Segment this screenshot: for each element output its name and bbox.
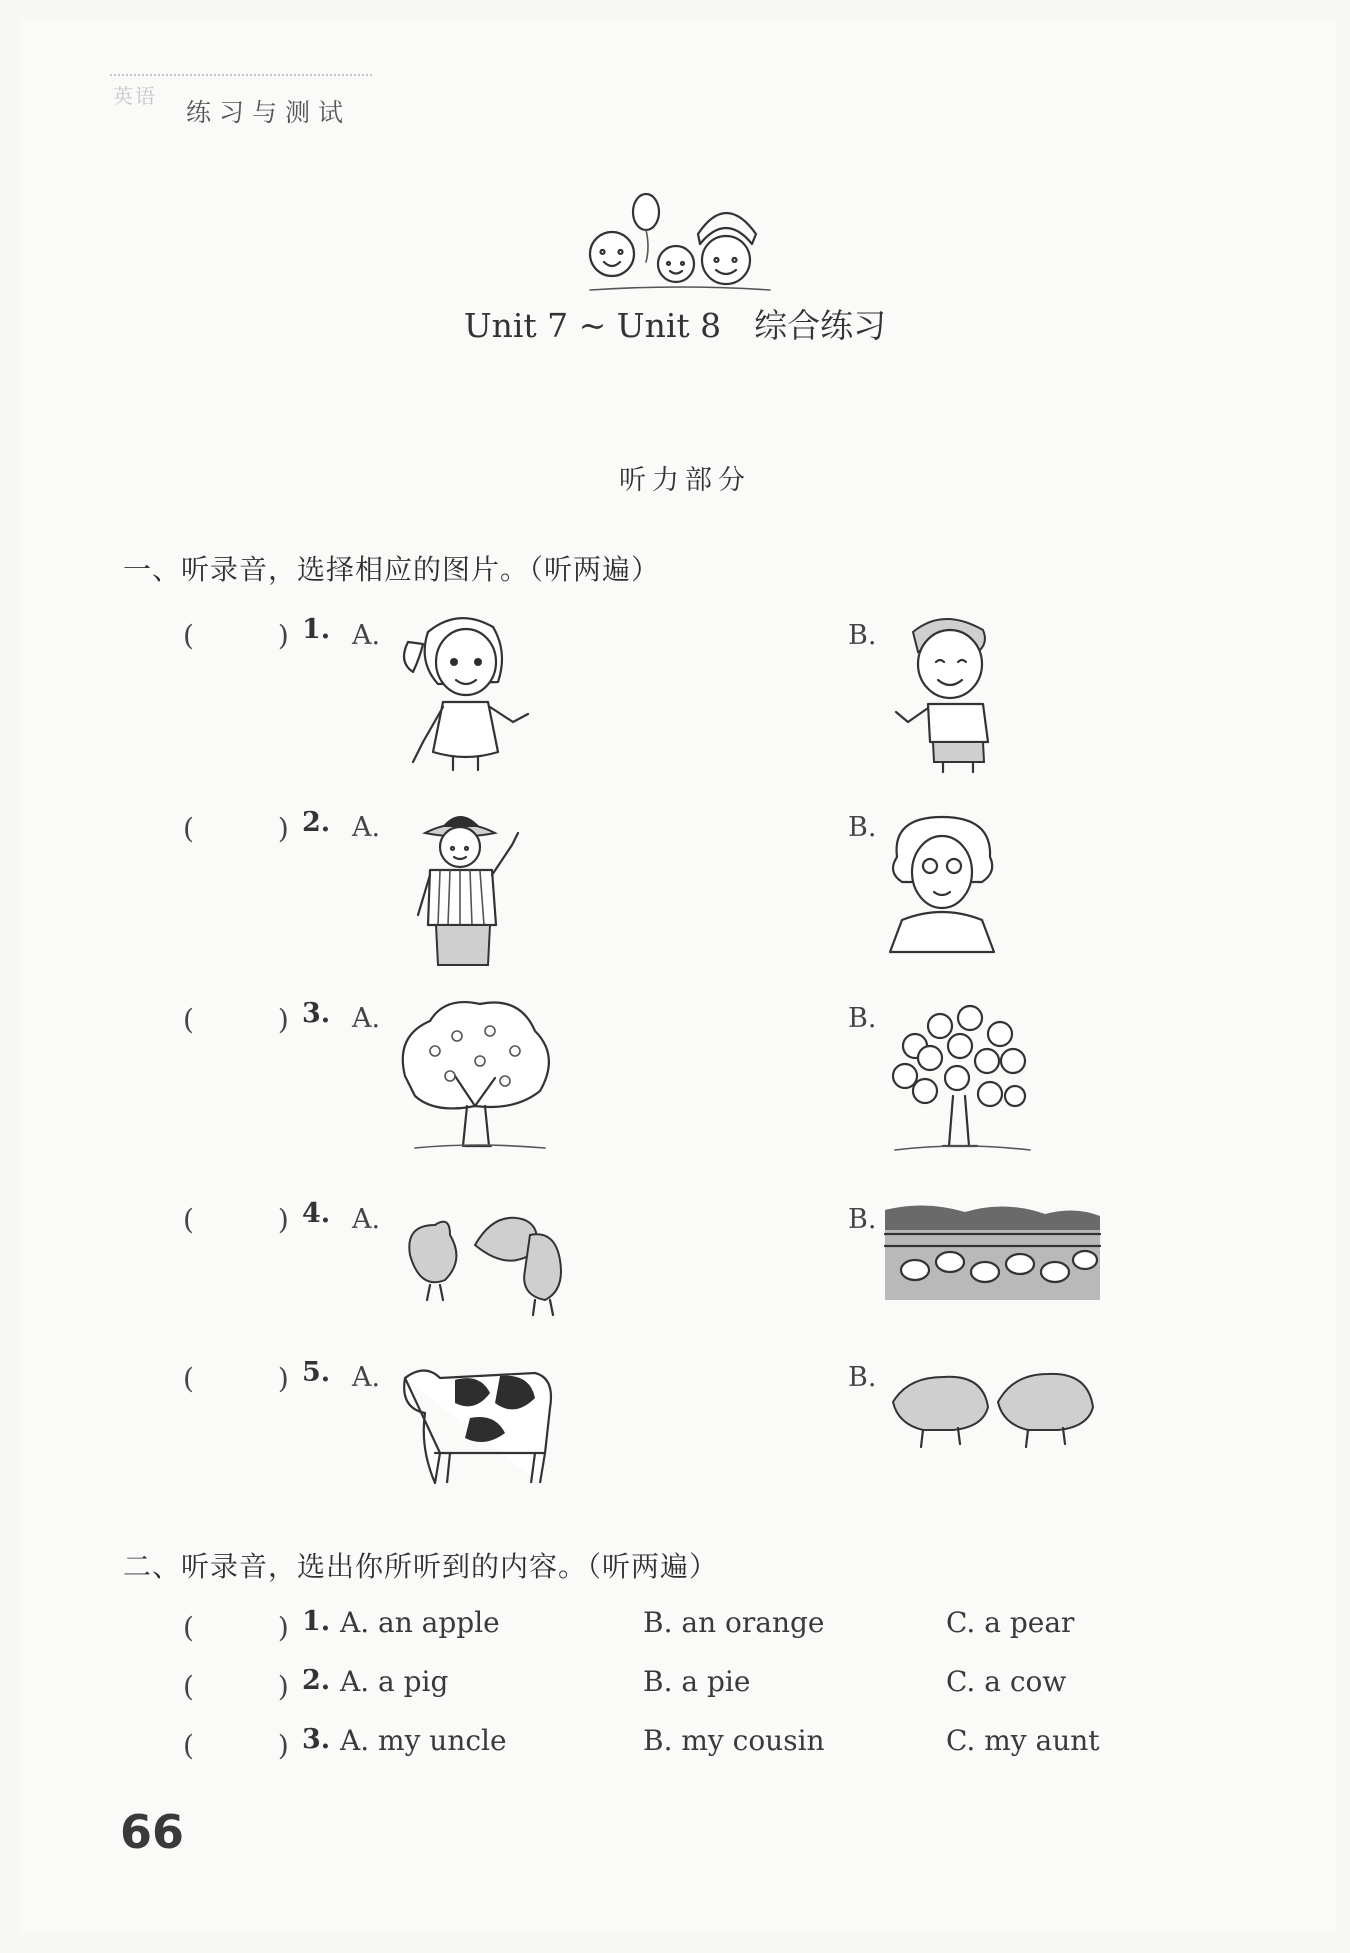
item-number: 4. <box>302 1198 331 1229</box>
item-number: 3. <box>302 998 331 1029</box>
answer-parentheses[interactable]: ( ) <box>183 619 289 652</box>
choice-a: A. an apple <box>340 1606 500 1639</box>
hens-picture <box>395 1200 595 1320</box>
orange-tree-picture <box>885 996 1035 1156</box>
part2-heading: 二、听录音，选出你所听到的内容。（听两遍） <box>123 1550 719 1583</box>
grandmother-picture <box>882 812 1002 952</box>
pigs-picture <box>888 1362 1098 1452</box>
kids-illustration <box>580 192 780 292</box>
header-book-title: 练习与测试 <box>186 98 352 127</box>
option-a-label: A. <box>352 620 381 651</box>
answer-parentheses[interactable]: ( ) <box>183 1670 289 1703</box>
answer-parentheses[interactable]: ( ) <box>183 1362 289 1395</box>
option-b-label: B. <box>848 1003 877 1034</box>
cow-picture <box>395 1358 560 1488</box>
girl-picture <box>398 612 538 772</box>
answer-parentheses[interactable]: ( ) <box>183 1611 289 1644</box>
choice-b: B. a pie <box>643 1665 751 1698</box>
item-number: 5. <box>302 1357 331 1388</box>
answer-parentheses[interactable]: ( ) <box>183 1003 289 1036</box>
item-number: 2. <box>302 1665 331 1696</box>
option-b-label: B. <box>848 1204 877 1235</box>
item-number: 2. <box>302 807 331 838</box>
option-a-label: A. <box>352 1204 381 1235</box>
farmer-man-picture <box>400 805 540 965</box>
answer-parentheses[interactable]: ( ) <box>183 1203 289 1236</box>
option-b-label: B. <box>848 620 877 651</box>
apple-tree-picture <box>395 996 555 1156</box>
choice-c: C. a pear <box>946 1606 1075 1639</box>
item-number: 1. <box>302 614 331 645</box>
item-number: 3. <box>302 1724 331 1755</box>
ducks-picture <box>885 1200 1100 1300</box>
unit-title: Unit 7 ~ Unit 8 综合练习 <box>463 306 887 345</box>
option-b-label: B. <box>848 1362 877 1393</box>
header-divider <box>110 74 372 76</box>
part1-heading: 一、听录音，选择相应的图片。（听两遍） <box>123 553 661 586</box>
item-number: 1. <box>302 1606 331 1637</box>
answer-parentheses[interactable]: ( ) <box>183 1729 289 1762</box>
option-a-label: A. <box>352 1362 381 1393</box>
choice-a: A. my uncle <box>340 1724 507 1757</box>
choice-b: B. my cousin <box>643 1724 825 1757</box>
choice-c: C. a cow <box>946 1665 1067 1698</box>
choice-b: B. an orange <box>643 1606 825 1639</box>
option-b-label: B. <box>848 812 877 843</box>
choice-a: A. a pig <box>340 1665 449 1698</box>
choice-c: C. my aunt <box>946 1724 1100 1757</box>
section-title-listening: 听力部分 <box>619 465 751 496</box>
option-a-label: A. <box>352 1003 381 1034</box>
boy-picture <box>888 612 1008 772</box>
header-subject: 英语 <box>113 84 157 108</box>
page-number: 66 <box>120 1805 185 1859</box>
answer-parentheses[interactable]: ( ) <box>183 812 289 845</box>
option-a-label: A. <box>352 812 381 843</box>
